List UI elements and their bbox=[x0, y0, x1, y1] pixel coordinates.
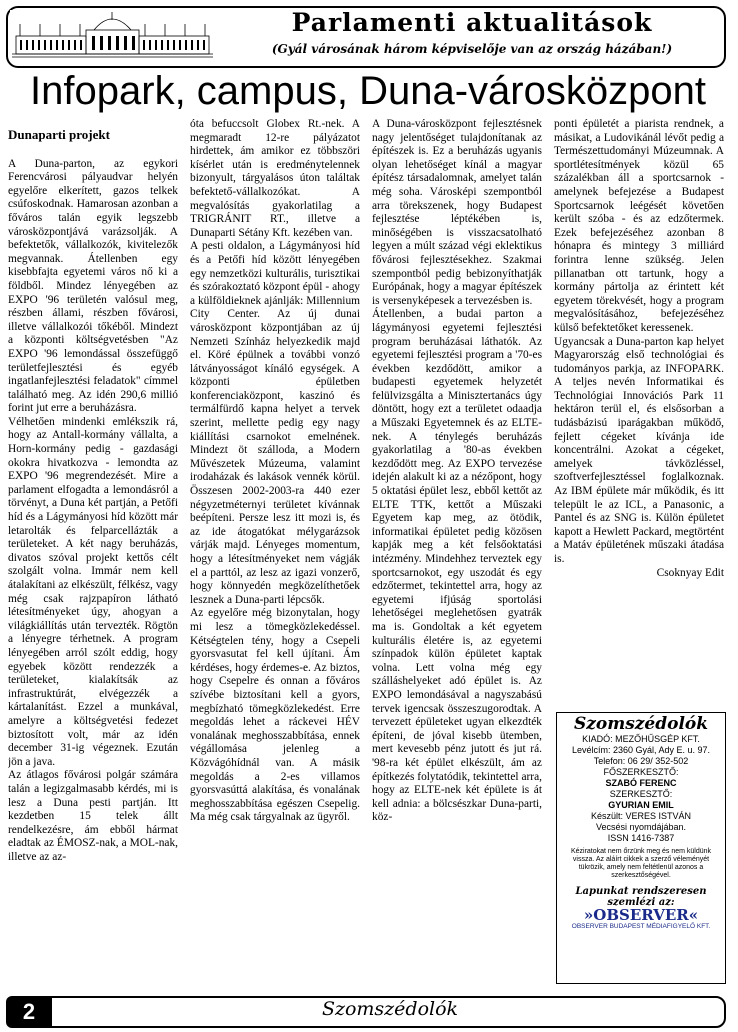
paragraph: A pesti oldalon, a Lágymányosi híd és a Petőfi híd között lényegében egy nemzetközi kulturális, turisztikai és szórakoztató központ épül - ahogy a külföldieknek ajánlják: Millennium City Center. Az új dunai városközpont központjában az új Nemzeti Színház helyezkedik majd el. Köré épülnek a további vonzó látványosságot kínáló egységek. A központi épületben konferenciaközpont, kaszinó és termálfürdő kapna helyet a tervek szerint, mellette pedig egy nagy kiállítási csarnokot emelnének. Mindezt öt szálloda, a Modern Művészetek Múzeuma, valamint irodaházak és lakások vennék körül. Összesen 2002-2003-ra 440 ezer négyzetméternyi területet kívánnak beépíteni. Persze lesz itt mozi is, és az ide átogatókat mélygarázsok várják majd. Lényeges momentum, hogy a létesítményeket nem vágják el a parttól, az lesz az igazi vonzerő, hogy könnyedén megközelíthetőek lesznek a Duna-parti lépcsők. bbox=[190, 240, 360, 606]
author-signature: Csoknyay Edit bbox=[656, 566, 724, 579]
imprint-line: FŐSZERKESZTŐ: bbox=[603, 767, 679, 777]
imprint-line: SZABÓ FERENC bbox=[605, 778, 677, 788]
imprint-line: SZERKESZTŐ: bbox=[609, 789, 673, 799]
observer-caption: Lapunkat rendszeresen szemlézi az: bbox=[575, 886, 707, 908]
imprint-line: GYURIAN EMIL bbox=[608, 800, 674, 810]
imprint-line: Vecsési nyomdájában. bbox=[595, 822, 687, 832]
footer-title: Szomszédolók bbox=[321, 998, 459, 1020]
page-number: 2 bbox=[6, 996, 52, 1028]
imprint-line: Készült: VERES ISTVÁN bbox=[590, 811, 692, 821]
imprint-line: KIADÓ: MEZŐHŰSGÉP KFT. bbox=[582, 734, 700, 744]
paragraph: óta befuccsolt Globex Rt.-nek. A megmaradt 12-re pályázatot hirdettek, ám amikor ez többszöri kísérlet után is eredménytelennek bizonyult, tárgyalásos úton találtak befektető-vállalkozókat. A megvalósítás gyakorlatilag a TRIGRÁNIT RT., illetve a Dunaparti Sétány Kft. kezében van. bbox=[190, 118, 360, 239]
paragraph: Vélhetően mindenki emlékszik rá, hogy az Antall-kormány vállalta, a Horn-kormány pedig - gazdasági okokra hivatkozva - lemondta az EXPO '96 megrendezését. Mire a parlament elfogadta a lemondásról a törvényt, a Duna két partján, a Petőfi híd és a Lágymányosi híd között már letarolták és felparcellázták a területeket. A két nagy beruházás, divatos szóval projekt kettős célt szolgált volna. Immár nem kell átalakítani az elkészült, félkész, vagy még csak rajzpapíron látható létesítményeket úgy, ahogyan a világkiállítás után tervezték. Rögtön a lényegre térhetnek. A program lényegében arról szólt eddig, hogy egyebek között rendezzék a területeket, kialakítsák az infrastruktúrát, elvégezzék a kártalanítást. Ezzel a munkával, amelyre a költségvetési fedezet biztosított volt, már az idén december 31-ig végeznek. Ezután jön a java. bbox=[8, 415, 178, 768]
paragraph: A Duna-parton, az egykori Ferencvárosi pályaudvar helyén egyelőre elkerített, gazos telkek csúfoskodnak. Hamarosan azonban a főváros talán egyik legszebb városközpontjává varázsolják. A befektetők, vállalkozók, kivitelezők megvannak. Átellenben egy kisebbfajta egyetemi város nő ki a földből. Mindez lényegében az EXPO '96 területén valósul meg, részben állami, részben fővárosi, illetve vállalkozói tőkéből. Mindezt a központi költségvetésben "Az EXPO '96 lemondással összefüggő területfejlesztési és egyéb ingatlanfejlesztési feladatok" címmel található meg. Az idén 290,6 millió forint jut erre a beruházásra. bbox=[8, 157, 178, 415]
observer-logo-text: »OBSERVER« bbox=[583, 906, 699, 924]
paragraph: ponti épületét a piarista rendnek, a másikat, a Ludovikánál lévőt pedig a Természettudományi Múzeumnak. A sportlétesítmények közül 65 százalékban áll a sportcsarnok - amelynek befejezése a Budapest Sportcsarnok leégését követően került szóba - és az edzőtermek. Ezek befejezéséhez azonban 8 hónapra és mintegy 3 milliárd forintra lenne szükség. Jelen pillanatban ott tartunk, hogy a kormány pártolja az érintett két egyetem törekvését, hogy a program megvalósításához, befejezéséhez külső befektetőket keressenek. bbox=[554, 118, 724, 334]
article-column-4 bbox=[554, 118, 724, 710]
imprint-disclaimer: Kéziratokat nem őrzünk meg és nem küldünk vissza. Az aláírt cikkek a szerző véleményét tükrözik, amely nem feltétlenül azonos a szerkesztőségével. bbox=[570, 848, 712, 879]
observer-company: OBSERVER BUDAPEST MÉDIAFIGYELŐ KFT. bbox=[571, 923, 711, 930]
parliament-building-image bbox=[10, 10, 215, 60]
imprint-line: ISSN 1416-7387 bbox=[607, 833, 675, 843]
section-subtitle: (Gyál városának három képviselője van az ország házában!) bbox=[271, 42, 673, 56]
paragraph: Az egyelőre még bizonytalan, hogy mi lesz a tömegközlekedéssel. Kétségtelen tény, hogy a Csepeli gyorsvasutat fel kell újítani. Ám kérdéses, hogy érdemes-e. Az biztos, hogy Csepelre és onnan a főváros szívébe biztosítani kell a gyors, megbízható tömegközlekedést. Erre megoldás lehet a ráckevei HÉV vonalának meghosszabbítása, ennek végállomása jelenleg a Közvágóhídnál van. A másik megoldás a 2-es villamos gyorsvasúttá alakítása, és vonalának meghosszabbítása egészen Csepelig. Ma még csak tárgyalnak az ügyről. bbox=[190, 607, 360, 824]
imprint-title: Szomszédolók bbox=[573, 714, 709, 734]
paragraph: Ugyancsak a Duna-parton kap helyet Magyarország első technológiai és tudományos parkja, az INFOPARK. A teljes nevén Informatikai és Technológiai Innovációs Park 11 hektáron terül el, és elsősorban a tudásbázisú iparágakban működő, fejlett cégeket kívánja ide koncentrálni. Azokat a cégeket, amelyek távközléssel, szoftverfejlesztéssel foglalkoznak. Az IBM épülete már működik, és itt települt le az ICL, a Panasonic, a Pantel és az SNG is. Külön épületet kapott a Hewlett Packard, megtörtént a Matáv épületének műszaki átadása is. bbox=[554, 335, 724, 565]
article-column-3 bbox=[372, 118, 542, 994]
subsection-heading: Dunaparti projekt bbox=[8, 127, 110, 142]
article-column-2 bbox=[190, 118, 360, 994]
paragraph: A Duna-városközpont fejlesztésnek nagy jelentőséget tulajdonítanak az építészek is. Ez a beruházás ugyanis olyan lehetőséget kínál a magyar építész társadalomnak, amelyet talán még soha. Városképi szempontból arra törekszenek, hogy Budapest fejlesztése léptékében is, minőségében is visszacsatolható legyen a múlt század végi eklektikus fővárosi fejlesztésekhez. Szakmai szempontból pedig bebizonyíthatják Európának, hogy a magyar építészek is versenyképesek a tervezésben is. bbox=[372, 118, 542, 307]
paragraph: Az átlagos fővárosi polgár számára talán a legizgalmasabb kérdés, mi is lesz a Duna pesti partján. Itt kezdetben 15 telek állt rendelkezésre, ám ebből hármat eladtak az ÉMOSZ-nak, a MOL-nak, illetve az az- bbox=[8, 769, 178, 863]
article-headline: Infopark, campus, Duna-városközpont bbox=[30, 69, 706, 113]
imprint-line: Levélcím: 2360 Gyál, Ady E. u. 97. bbox=[571, 745, 711, 755]
imprint-line: Telefon: 06 29/ 352-502 bbox=[593, 756, 689, 766]
section-title: Parlamenti aktualitások bbox=[291, 8, 653, 37]
article-column-1 bbox=[8, 118, 178, 994]
imprint-box bbox=[556, 712, 726, 984]
paragraph: Átellenben, a budai parton a lágymányosi egyetemi fejlesztési program beruházásai láthatók. Az egyetemi fejlesztési program a '70-es években kezdődött, amikor a budapesti egyetemek helyzetét felülvizsgálta a Minisztertanács úgy döntött, hogy ezt a területet odaadja a Műszaki Egyetemnek és az ELTE-nek. A ténylegés beruházás gyakorlatilag a '80-as években kezdődött meg. Az EXPO tervezése idején alakult ki az a nézőpont, hogy 5 oktatási épület lesz, ebből kettőt az ELTE TTK, kettőt a Műszaki Egyetem kap meg, az ötödik, informatikai épületet pedig közösen kapják meg a két felsőoktatási intézmény. Mindehhez terveztek egy sportcsarnokot, egy uszodát és egy edzőtermet, tekintettel arra, hogy az egyetemi ifjúság sportolási lehetőségei meglehetősen gyatrák ma is. Gondoltak a két egyetem kulturális életére is, az egyetemi színpadok külön épületet kaptak volna. Lett volna még egy szálláshelyeket adó épület is. Az EXPO lemondásával a nagyszabású tervek igencsak összeszugorodtak. A tervezett épületeket ugyan elkezdték építeni, de jóval kisebb ütemben, mert kevesebb pénz jutott és jut rá. '98-ra két épület elkészült, ám az építkezés folytatódik, tekintettel arra, hogy az ELTE-nek két épülete is át kell adnia: a bölcsészkar Duna-parti, köz- bbox=[372, 308, 542, 824]
